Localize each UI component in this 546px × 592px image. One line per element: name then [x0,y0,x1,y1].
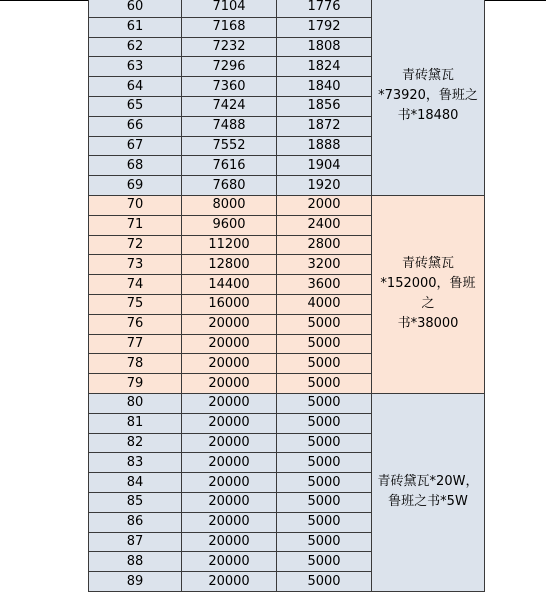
cost-a-cell[interactable]: 20000 [182,453,277,473]
cost-b-cell[interactable]: 1872 [277,116,372,136]
level-cell[interactable]: 63 [89,57,182,77]
cost-a-cell[interactable]: 20000 [182,334,277,354]
cost-a-cell[interactable]: 14400 [182,275,277,295]
cost-b-cell[interactable]: 1904 [277,156,372,176]
cost-b-cell[interactable]: 2400 [277,215,372,235]
cost-b-cell[interactable]: 3600 [277,275,372,295]
level-cell[interactable]: 70 [89,195,182,215]
level-cell[interactable]: 80 [89,393,182,413]
table-body [89,0,485,591]
cost-a-cell[interactable]: 20000 [182,393,277,413]
cost-a-cell[interactable]: 20000 [182,314,277,334]
note-line: 书*18480 [397,108,459,124]
cost-a-cell[interactable]: 20000 [182,532,277,552]
cost-a-cell[interactable]: 8000 [182,195,277,215]
level-cell[interactable]: 86 [89,512,182,532]
cost-b-cell[interactable]: 1808 [277,37,372,57]
cost-a-cell[interactable]: 20000 [182,413,277,433]
cost-a-cell[interactable]: 11200 [182,235,277,255]
note-line: *152000，鲁班之 [380,276,476,312]
level-cell[interactable]: 87 [89,532,182,552]
level-cell[interactable]: 85 [89,492,182,512]
level-cell[interactable]: 79 [89,374,182,394]
note-line: *73920，鲁班之 [378,88,478,104]
level-cell[interactable]: 82 [89,433,182,453]
level-cell[interactable]: 76 [89,314,182,334]
group-reward-note[interactable] [372,0,485,195]
level-cell[interactable]: 74 [89,275,182,295]
level-cell[interactable]: 89 [89,572,182,592]
cost-a-cell[interactable]: 20000 [182,354,277,374]
group-reward-note[interactable] [372,393,485,591]
level-cell[interactable]: 78 [89,354,182,374]
cost-b-cell[interactable]: 1792 [277,17,372,37]
note-line: 青砖黛瓦 [401,68,454,84]
level-cell[interactable]: 64 [89,77,182,97]
level-cell[interactable]: 88 [89,552,182,572]
level-cell[interactable]: 84 [89,473,182,493]
cost-b-cell[interactable]: 2000 [277,195,372,215]
level-cell[interactable]: 61 [89,17,182,37]
level-cost-table [88,0,485,592]
cost-b-cell[interactable]: 5000 [277,393,372,413]
level-cell[interactable]: 71 [89,215,182,235]
level-cell[interactable]: 72 [89,235,182,255]
level-cell[interactable]: 69 [89,176,182,196]
level-cell[interactable]: 62 [89,37,182,57]
cost-b-cell[interactable]: 5000 [277,512,372,532]
cost-a-cell[interactable]: 7616 [182,156,277,176]
cost-b-cell[interactable]: 5000 [277,492,372,512]
level-cell[interactable]: 75 [89,294,182,314]
cost-a-cell[interactable]: 7680 [182,176,277,196]
cost-b-cell[interactable]: 5000 [277,572,372,592]
note-line: 书*38000 [397,316,459,332]
cost-a-cell[interactable]: 12800 [182,255,277,275]
level-cell[interactable]: 68 [89,156,182,176]
cost-a-cell[interactable]: 9600 [182,215,277,235]
cost-b-cell[interactable]: 5000 [277,433,372,453]
cost-b-cell[interactable]: 2800 [277,235,372,255]
cost-a-cell[interactable]: 20000 [182,552,277,572]
table-row [89,393,485,413]
cost-b-cell[interactable]: 3200 [277,255,372,275]
cost-a-cell[interactable]: 20000 [182,512,277,532]
cost-b-cell[interactable]: 5000 [277,552,372,572]
level-cell[interactable]: 65 [89,96,182,116]
cost-a-cell[interactable]: 20000 [182,374,277,394]
cost-b-cell[interactable]: 5000 [277,473,372,493]
cost-b-cell[interactable]: 5000 [277,413,372,433]
cost-a-cell[interactable]: 7104 [182,0,277,17]
level-cell[interactable]: 77 [89,334,182,354]
cost-a-cell[interactable]: 20000 [182,473,277,493]
table-row [89,195,485,215]
cost-b-cell[interactable]: 1920 [277,176,372,196]
note-line: 青砖黛瓦 [401,256,454,272]
note-line: 青砖黛瓦*20W， [377,474,479,490]
table-row [89,0,485,17]
group-reward-note[interactable] [372,195,485,393]
cost-b-cell[interactable]: 5000 [277,532,372,552]
cost-b-cell[interactable]: 5000 [277,314,372,334]
cost-b-cell[interactable]: 4000 [277,294,372,314]
cost-b-cell[interactable]: 1776 [277,0,372,17]
note-line: 鲁班之书*5W [388,494,468,510]
cost-a-cell[interactable]: 20000 [182,433,277,453]
cost-a-cell[interactable]: 7488 [182,116,277,136]
cost-a-cell[interactable]: 7296 [182,57,277,77]
cost-a-cell[interactable]: 16000 [182,294,277,314]
level-cell[interactable]: 66 [89,116,182,136]
level-cell[interactable]: 67 [89,136,182,156]
level-cell[interactable]: 73 [89,255,182,275]
cost-b-cell[interactable]: 1824 [277,57,372,77]
cost-a-cell[interactable]: 7232 [182,37,277,57]
cost-b-cell[interactable]: 1888 [277,136,372,156]
cost-b-cell[interactable]: 5000 [277,453,372,473]
cost-b-cell[interactable]: 1840 [277,77,372,97]
cost-a-cell[interactable]: 7360 [182,77,277,97]
cost-b-cell[interactable]: 5000 [277,334,372,354]
cost-a-cell[interactable]: 20000 [182,572,277,592]
cost-a-cell[interactable]: 7168 [182,17,277,37]
cost-b-cell[interactable]: 1856 [277,96,372,116]
cost-b-cell[interactable]: 5000 [277,374,372,394]
cost-a-cell[interactable]: 7552 [182,136,277,156]
level-cell[interactable]: 60 [89,0,182,17]
cost-a-cell[interactable]: 7424 [182,96,277,116]
cost-a-cell[interactable]: 20000 [182,492,277,512]
level-cell[interactable]: 83 [89,453,182,473]
cost-b-cell[interactable]: 5000 [277,354,372,374]
level-cell[interactable]: 81 [89,413,182,433]
